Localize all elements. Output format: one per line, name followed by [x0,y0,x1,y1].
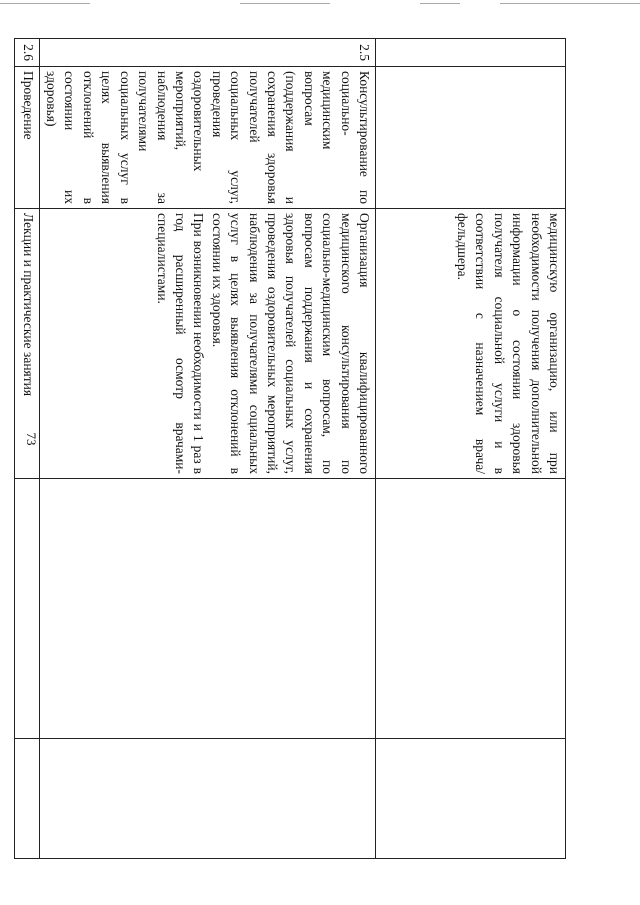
description-paragraph: При возникновении необходимости и 1 раз в год расширенный осмотр врачами-специалистами. [154,213,207,474]
empty-cell [14,739,39,859]
service-description-cell: Лекции и практические занятия [14,209,39,479]
table-row [376,39,566,859]
services-table [14,38,566,859]
row-number: 2.6 [14,39,39,67]
service-description-cell: медицинскую организацию, или при необходимости получения дополнительной информации о состоянии здоровья получателя социальной услуги и в соответствии с назначением врача/фельдшера. [376,209,566,479]
scan-top-edge [0,2,640,6]
service-name-cell: Консультирование по социально-медицинским вопросам (поддержания и сохранения здоровья получателей социальных услуг, проведения оздоровительных мероприятий, наблюдения за получателями социальных услуг в целях выявления отклонений в состоянии их здоровья) [39,67,375,209]
service-name-cell [376,67,566,209]
table-row [39,39,375,859]
page-number: 73 [24,432,39,446]
description-paragraph: Организация квалифицированного медицинского консультирования по социально-медицинским вопросам, по вопросам поддержания и сохранения здоровья получателей социальных услуг, проведения оздоровительных мероприятий, наблюдения за получателями социальных услуг в целях выявления отклонений в состоянии их здоровья. [209,213,372,474]
table-row [14,39,39,859]
empty-cell [376,479,566,739]
empty-cell [376,739,566,859]
row-number [376,39,566,67]
empty-cell [14,479,39,739]
empty-cell [39,479,375,739]
row-number: 2.5 [39,39,375,67]
service-description-cell [39,209,375,479]
service-name-cell: Проведение [14,67,39,209]
empty-cell [39,739,375,859]
